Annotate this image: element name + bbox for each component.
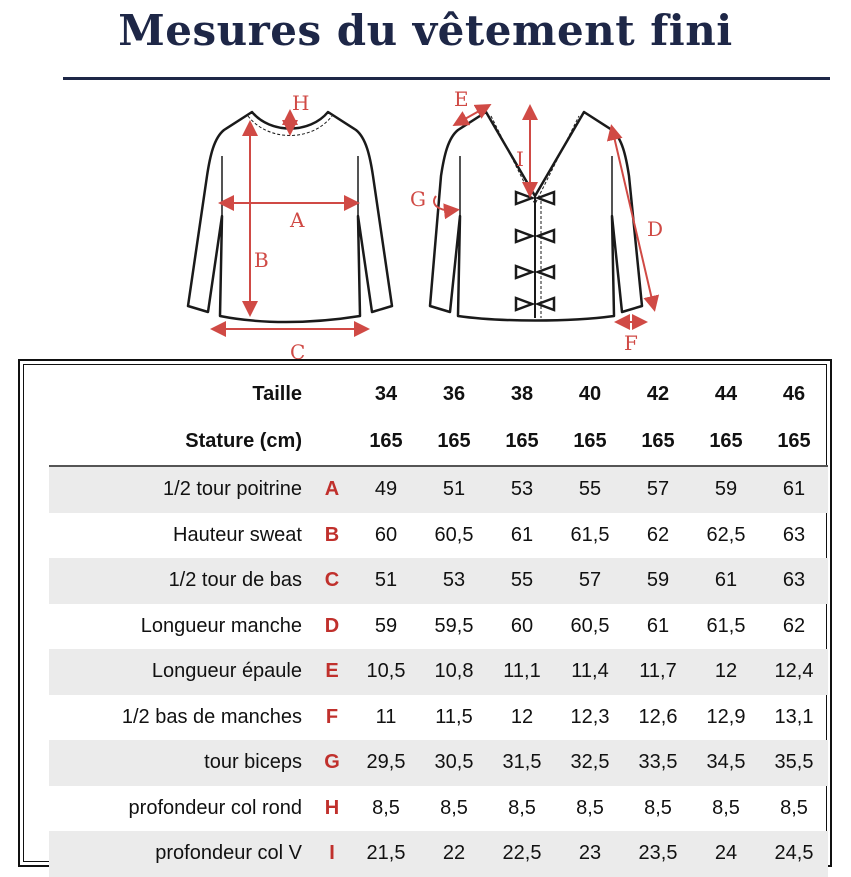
size-46: 46: [782, 383, 806, 405]
label-g: G: [410, 187, 426, 211]
row-label: profondeur col rond: [128, 796, 302, 819]
row-value: 55: [488, 558, 556, 604]
row-value: 11,7: [624, 649, 692, 695]
size-42: 42: [646, 383, 670, 405]
size-header-row: [49, 371, 828, 418]
label-c: C: [290, 340, 306, 361]
row-value: 61: [510, 523, 534, 546]
size-header-spacer: [312, 371, 352, 418]
row-value: 12: [692, 649, 760, 695]
row-value: 59: [374, 614, 398, 637]
stature-value: 165: [556, 418, 624, 466]
row-value: 29,5: [352, 740, 420, 786]
row-value: 12,4: [760, 649, 828, 695]
size-36: 36: [442, 383, 466, 405]
row-value: 59: [624, 558, 692, 604]
table-row: [49, 604, 828, 650]
label-d: D: [647, 217, 664, 241]
row-value: 8,5: [440, 796, 468, 819]
stature-value: 165: [692, 418, 760, 466]
row-value: 23: [556, 831, 624, 877]
row-value: 57: [624, 466, 692, 513]
stature-value: 165: [352, 418, 420, 466]
row-value: 8,5: [508, 796, 536, 819]
row-letter: E: [312, 649, 352, 695]
row-letter: B: [324, 523, 340, 546]
row-value: 53: [420, 558, 488, 604]
row-letter: H: [324, 796, 340, 819]
row-letter: D: [324, 614, 340, 637]
row-value: 63: [782, 523, 806, 546]
row-label: Longueur épaule: [49, 649, 312, 695]
table-row: [49, 786, 828, 832]
size-38: 38: [510, 383, 534, 405]
size-40: 40: [578, 383, 602, 405]
row-value: 61: [760, 466, 828, 513]
page-title: Mesures du vêtement fini: [118, 6, 733, 55]
row-value: 12,6: [638, 705, 678, 728]
size-34: 34: [374, 383, 398, 405]
stature-header-row: [49, 418, 828, 466]
table-row: [49, 740, 828, 786]
row-letter: I: [312, 831, 352, 877]
row-label: profondeur col V: [49, 831, 312, 877]
row-value: 12,3: [570, 705, 610, 728]
row-value: 59: [692, 466, 760, 513]
row-value: 34,5: [692, 740, 760, 786]
row-value: 31,5: [488, 740, 556, 786]
row-value: 60: [374, 523, 398, 546]
stature-value: 165: [624, 418, 692, 466]
table-row: [49, 649, 828, 695]
row-value: 61,5: [706, 614, 746, 637]
table-row: [49, 513, 828, 559]
row-value: 51: [352, 558, 420, 604]
row-value: 24,5: [760, 831, 828, 877]
label-e: E: [454, 87, 469, 111]
row-label: 1/2 bas de manches: [121, 705, 302, 728]
row-value: 51: [420, 466, 488, 513]
table-row: [49, 558, 828, 604]
table-row: [49, 831, 828, 877]
row-letter: A: [312, 466, 352, 513]
row-value: 11,5: [435, 705, 473, 728]
row-value: 11,1: [488, 649, 556, 695]
row-value: 61: [692, 558, 760, 604]
row-value: 60: [510, 614, 534, 637]
row-value: 60,5: [570, 614, 610, 637]
row-value: 60,5: [434, 523, 474, 546]
row-value: 12,9: [706, 705, 746, 728]
row-value: 55: [556, 466, 624, 513]
row-letter: F: [325, 705, 339, 728]
row-value: 49: [352, 466, 420, 513]
cardigan-drawing: [430, 112, 642, 321]
row-value: 62: [646, 523, 670, 546]
row-value: 10,5: [352, 649, 420, 695]
label-b: B: [254, 248, 269, 272]
row-value: 8,5: [712, 796, 740, 819]
row-value: 57: [556, 558, 624, 604]
table-row: [49, 695, 828, 741]
row-value: 11: [375, 705, 397, 728]
row-value: 30,5: [420, 740, 488, 786]
table-row: [49, 466, 828, 513]
row-value: 53: [488, 466, 556, 513]
garment-diagram: [160, 86, 680, 361]
label-f: F: [624, 331, 638, 355]
measurement-table-body: [49, 371, 828, 877]
row-value: 61: [646, 614, 670, 637]
row-value: 59,5: [434, 614, 474, 637]
label-a: A: [290, 208, 305, 232]
row-value: 63: [760, 558, 828, 604]
label-i: I: [516, 147, 524, 171]
row-value: 8,5: [372, 796, 400, 819]
row-value: 8,5: [644, 796, 672, 819]
stature-value: 165: [420, 418, 488, 466]
row-value: 62,5: [706, 523, 746, 546]
size-header-label: Taille: [252, 383, 302, 405]
row-label: 1/2 tour poitrine: [49, 466, 312, 513]
row-value: 12: [510, 705, 534, 728]
stature-value: 165: [488, 418, 556, 466]
row-value: 22: [420, 831, 488, 877]
row-value: 32,5: [556, 740, 624, 786]
row-letter: G: [312, 740, 352, 786]
row-value: 24: [692, 831, 760, 877]
row-letter: C: [312, 558, 352, 604]
row-value: 23,5: [624, 831, 692, 877]
row-value: 22,5: [488, 831, 556, 877]
stature-header-label: Stature (cm): [49, 418, 312, 466]
row-value: 33,5: [624, 740, 692, 786]
label-h: H: [292, 91, 310, 115]
title-divider: [63, 77, 830, 80]
row-label: Longueur manche: [140, 614, 302, 637]
cardigan-measure-lines: [434, 106, 654, 322]
row-value: 35,5: [760, 740, 828, 786]
stature-header-spacer: [312, 418, 352, 466]
row-value: 10,8: [420, 649, 488, 695]
row-value: 8,5: [576, 796, 604, 819]
row-value: 8,5: [780, 796, 808, 819]
stature-value: 165: [760, 418, 828, 466]
row-value: 21,5: [352, 831, 420, 877]
size-44: 44: [714, 383, 738, 405]
measurement-table: [49, 371, 828, 877]
row-label: 1/2 tour de bas: [49, 558, 312, 604]
row-value: 11,4: [556, 649, 624, 695]
row-value: 13,1: [774, 705, 814, 728]
row-label: tour biceps: [49, 740, 312, 786]
row-label: Hauteur sweat: [173, 523, 302, 546]
row-value: 62: [782, 614, 806, 637]
row-value: 61,5: [570, 523, 610, 546]
measurement-table-frame: [18, 359, 832, 867]
